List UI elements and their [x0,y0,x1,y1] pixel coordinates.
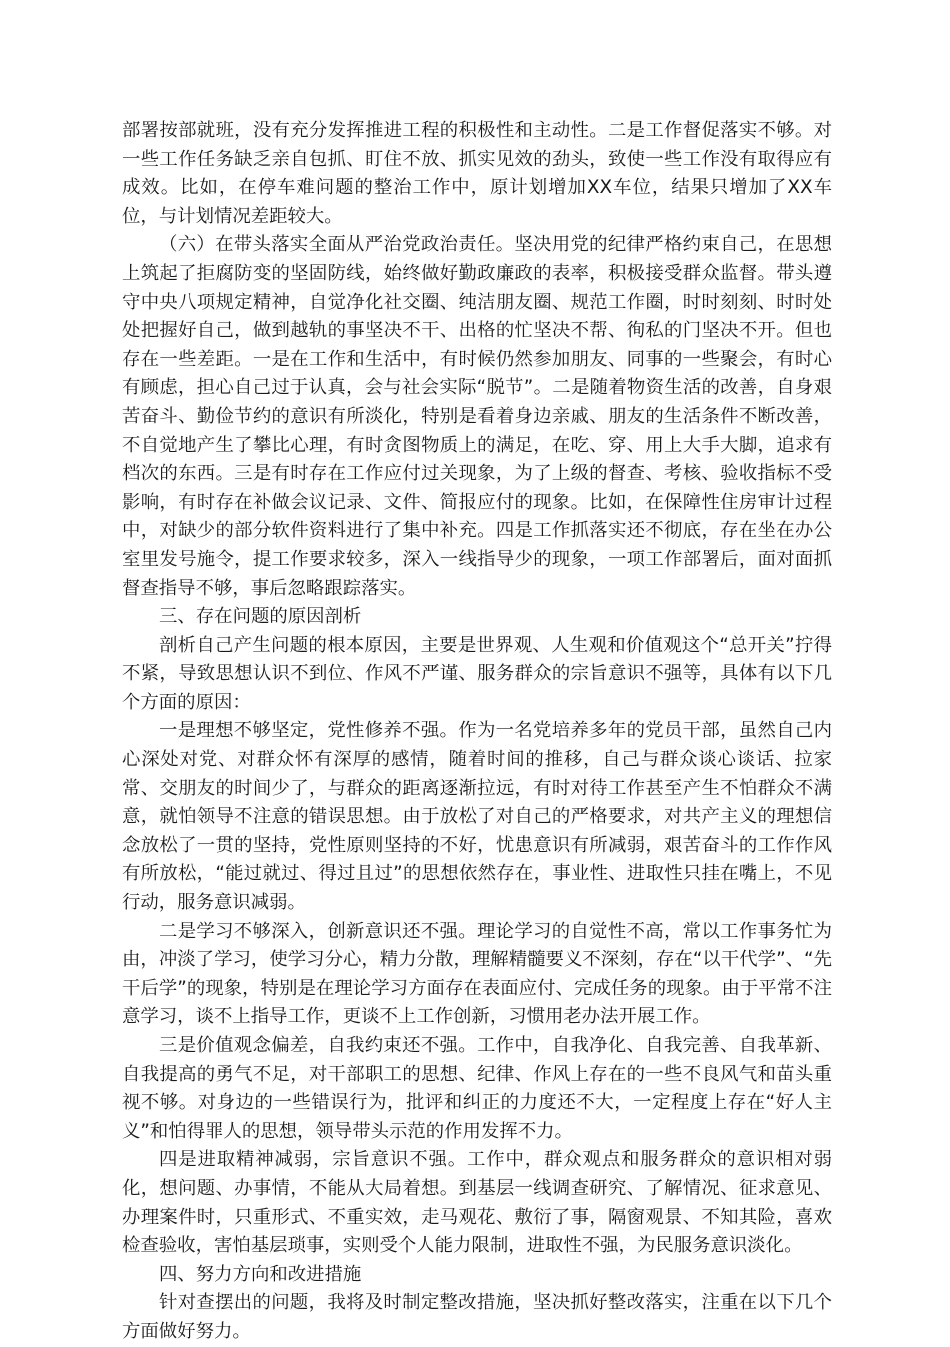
paragraph-measures-intro: 针对查摆出的问题，我将及时制定整改措施，坚决抓好整改落实，注重在以下几个方面做好努力。 [122,1292,832,1342]
paragraph-cause-four: 四是进取精神减弱，宗旨意识不强。工作中，群众观点和服务群众的意识相对弱化，想问题、办事情，不能从大局着想。到基层一线调查研究、了解情况、征求意见、办理案件时，只重形式、不重实效，走马观花、敷衍了事，隔窗观景、不知其险，喜欢检查验收，害怕基层琐事，实则受个人能力限制，进取性不强，为民服务意识淡化。 [122,1149,832,1257]
document-body [122,117,832,1347]
heading-improvement-measures: 四、努力方向和改进措施 [159,1263,362,1285]
paragraph-section-six: （六）在带头落实全面从严治党政治责任。坚决用党的纪律严格约束自己，在思想上筑起了拒腐防变的坚固防线，始终做好勤政廉政的表率，积极接受群众监督。带头遵守中央八项规定精神，自觉净化社交圈、纯洁朋友圈、规范工作圈，时时刻刻、时时处处把握好自己，做到越轨的事坚决不干、出格的忙坚决不帮、徇私的门坚决不开。但也存在一些差距。一是在工作和生活中，有时候仍然参加朋友、同事的一些聚会，有时心有顾虑，担心自己过于认真，会与社会实际“脱节”。二是随着物资生活的改善，自身艰苦奋斗、勤俭节约的意识有所淡化，特别是看着身边亲戚、朋友的生活条件不断改善，不自觉地产生了攀比心理，有时贪图物质上的满足，在吃、穿、用上大手大脚，追求有档次的东西。三是有时存在工作应付过关现象，为了上级的督查、考核、验收指标不受影响，有时存在补做会议记录、文件、简报应付的现象。比如，在保障性住房审计过程中，对缺少的部分软件资料进行了集中补充。四是工作抓落实还不彻底，存在坐在办公室里发号施令，提工作要求较多，深入一线指导少的现象，一项工作部署后，面对面抓督查指导不够，事后忽略跟踪落实。 [122,234,832,599]
paragraph-cause-three: 三是价值观念偏差，自我约束还不强。工作中，自我净化、自我完善、自我革新、自我提高的勇气不足，对干部职工的思想、纪律、作风上存在的一些不良风气和苗头重视不够。对身边的一些错误行为，批评和纠正的力度还不大，一定程度上存在“好人主义”和怕得罪人的思想，领导带头示范的作用发挥不力。 [122,1035,832,1142]
paragraph-continuation: 部署按部就班，没有充分发挥推进工程的积极性和主动性。二是工作督促落实不够。对一些工作任务缺乏亲自包抓、盯住不放、抓实见效的劲头，致使一些工作没有取得应有成效。比如，在停车难问题的整治工作中，原计划增加XX车位，结果只增加了XX车位，与计划情况差距较大。 [122,120,832,227]
paragraph-analysis-intro: 剖析自己产生问题的根本原因，主要是世界观、人生观和价值观这个“总开关”拧得不紧，导致思想认识不到位、作风不严谨、服务群众的宗旨意识不强等，具体有以下几个方面的原因： [122,634,832,713]
paragraph-cause-one: 一是理想不够坚定，党性修养不强。作为一名党培养多年的党员干部，虽然自己内心深处对党、对群众怀有深厚的感情，随着时间的推移，自己与群众谈心谈话、拉家常、交朋友的时间少了，与群众的距离逐渐拉远，有时对待工作甚至产生不怕群众不满意，就怕领导不注意的错误思想。由于放松了对自己的严格要求，对共产主义的理想信念放松了一贯的坚持，党性原则坚持的不好，忧患意识有所减弱，艰苦奋斗的工作作风有所放松，“能过就过、得过且过”的思想依然存在，事业性、进取性只挂在嘴上，不见行动，服务意识减弱。 [122,720,832,914]
paragraph-cause-two: 二是学习不够深入，创新意识还不强。理论学习的自觉性不高，常以工作事务忙为由，冲淡了学习，使学习分心，精力分散，理解精髓要义不深刻，存在“以干代学”、“先干后学”的现象，特别是在理论学习方面存在表面应付、完成任务的现象。由于平常不注意学习，谈不上指导工作，更谈不上工作创新，习惯用老办法开展工作。 [122,920,832,1028]
heading-cause-analysis: 三、存在问题的原因剖析 [159,606,362,628]
